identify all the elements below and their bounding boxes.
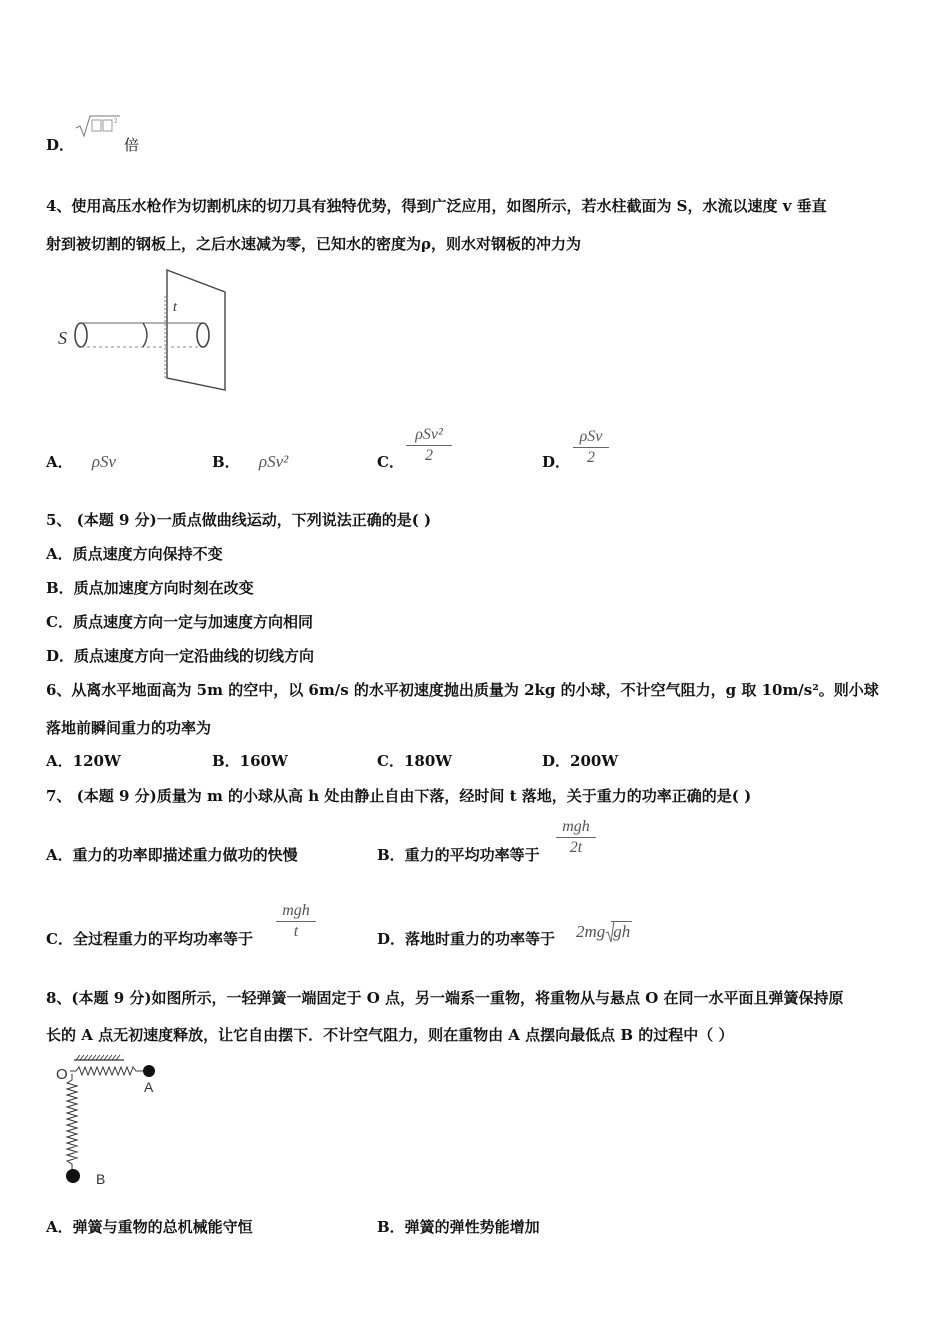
q6-text-line2: 落地前瞬间重力的功率为 (46, 719, 212, 737)
q5-option-d: D．质点速度方向一定沿曲线的切线方向 (46, 647, 315, 665)
q7-sqrt-glyph (605, 924, 611, 942)
q4-option-d-numerator: ρSv (579, 428, 603, 445)
q4-option-b-expr: ρSv² (258, 452, 289, 471)
q8-option-a: A．弹簧与重物的总机械能守恒 (46, 1218, 253, 1236)
q4-water-jet-figure (55, 268, 255, 398)
q4-option-a-expr: ρSv (91, 452, 117, 471)
q7-option-a: A．重力的功率即描述重力做功的快慢 (46, 846, 298, 864)
q4-text-line2: 射到被切割的钢板上，之后水速减为零，已知水的密度为ρ，则水对钢板的冲力为 (46, 235, 581, 253)
q5-option-c: C．质点速度方向一定与加速度方向相同 (46, 613, 313, 631)
q8-spring-figure (46, 1052, 186, 1192)
q7-option-d-root: gh (613, 922, 631, 941)
q8-figure-label-a: A (144, 1079, 154, 1095)
q4-option-c-fraction (406, 426, 452, 465)
q7-option-c-numerator: mgh (282, 902, 310, 919)
q7-option-b-fraction (556, 818, 596, 857)
q6-option-b: B．160W (212, 752, 288, 770)
q7-stem: 7、 (本题 9 分)质量为 m 的小球从高 h 处由静止自由下落，经时间 t 落地，关于重力的功率正确的是( ) (46, 787, 752, 805)
q6-option-d: D．200W (542, 752, 619, 770)
q4-option-b-label: B． (212, 453, 240, 471)
q4-text-line1: 4、使用高压水枪作为切割机床的切刀具有独特优势，得到广泛应用，如图所示，若水柱截面为 S，水流以速度 v 垂直 (46, 197, 827, 215)
svg-text:2: 2 (114, 117, 118, 125)
q4-option-a-label: A． (46, 453, 73, 471)
q4-option-d-denominator: 2 (587, 449, 595, 466)
q6-option-a: A．120W (46, 752, 121, 770)
q7-option-d-expr: 2mg (576, 922, 606, 941)
q4-figure-label-t: t (173, 300, 177, 315)
q3-sqrt-glyph (74, 114, 124, 140)
q4-option-c-label: C． (377, 453, 404, 471)
q7-option-c-denominator: t (293, 923, 299, 940)
q4-option-c-denominator: 2 (425, 447, 433, 464)
q5-option-b: B．质点加速度方向时刻在改变 (46, 579, 254, 597)
q4-option-c-numerator: ρSv² (415, 426, 443, 443)
q8-text-line1: 8、(本题 9 分)如图所示，一轻弹簧一端固定于 O 点，另一端系一重物，将重物从与悬点 O 在同一水平面且弹簧保持原 (46, 989, 844, 1007)
q5-option-a: A．质点速度方向保持不变 (46, 545, 223, 563)
q6-text-line1: 6、从离水平地面高为 5m 的空中，以 6m/s 的水平初速度抛出质量为 2kg 的小球，不计空气阻力，g 取 10m/s²。则小球 (46, 681, 879, 699)
q7-option-d-expr-wrap (576, 922, 632, 942)
q7-option-b: B．重力的平均功率等于 (377, 846, 540, 864)
q4-figure-label-s: S (58, 328, 67, 348)
q4-option-d-fraction (573, 428, 609, 467)
q7-option-b-denominator: 2t (569, 839, 583, 856)
q3-option-d-label: D． (46, 136, 75, 154)
q7-option-b-numerator: mgh (562, 818, 590, 835)
q6-option-c: C．180W (377, 752, 453, 770)
q8-figure-label-o: O (56, 1066, 68, 1083)
q7-option-c-fraction (276, 902, 316, 941)
q7-option-d: D．落地时重力的功率等于 (377, 930, 556, 948)
q4-option-b (212, 451, 288, 472)
q5-stem: 5、 (本题 9 分)一质点做曲线运动，下列说法正确的是( ) (46, 511, 432, 529)
q8-figure-label-b: B (96, 1171, 106, 1187)
q8-text-line2: 长的 A 点无初速度释放，让它自由摆下．不计空气阻力，则在重物由 A 点摆向最低点 B 的过程中（ ） (46, 1026, 734, 1044)
q4-option-d-label: D． (542, 453, 571, 471)
q3-option-d-suffix: 倍 (124, 136, 140, 154)
q8-option-b: B．弹簧的弹性势能增加 (377, 1218, 540, 1236)
q7-option-c: C．全过程重力的平均功率等于 (46, 930, 253, 948)
q4-option-a (46, 451, 116, 472)
